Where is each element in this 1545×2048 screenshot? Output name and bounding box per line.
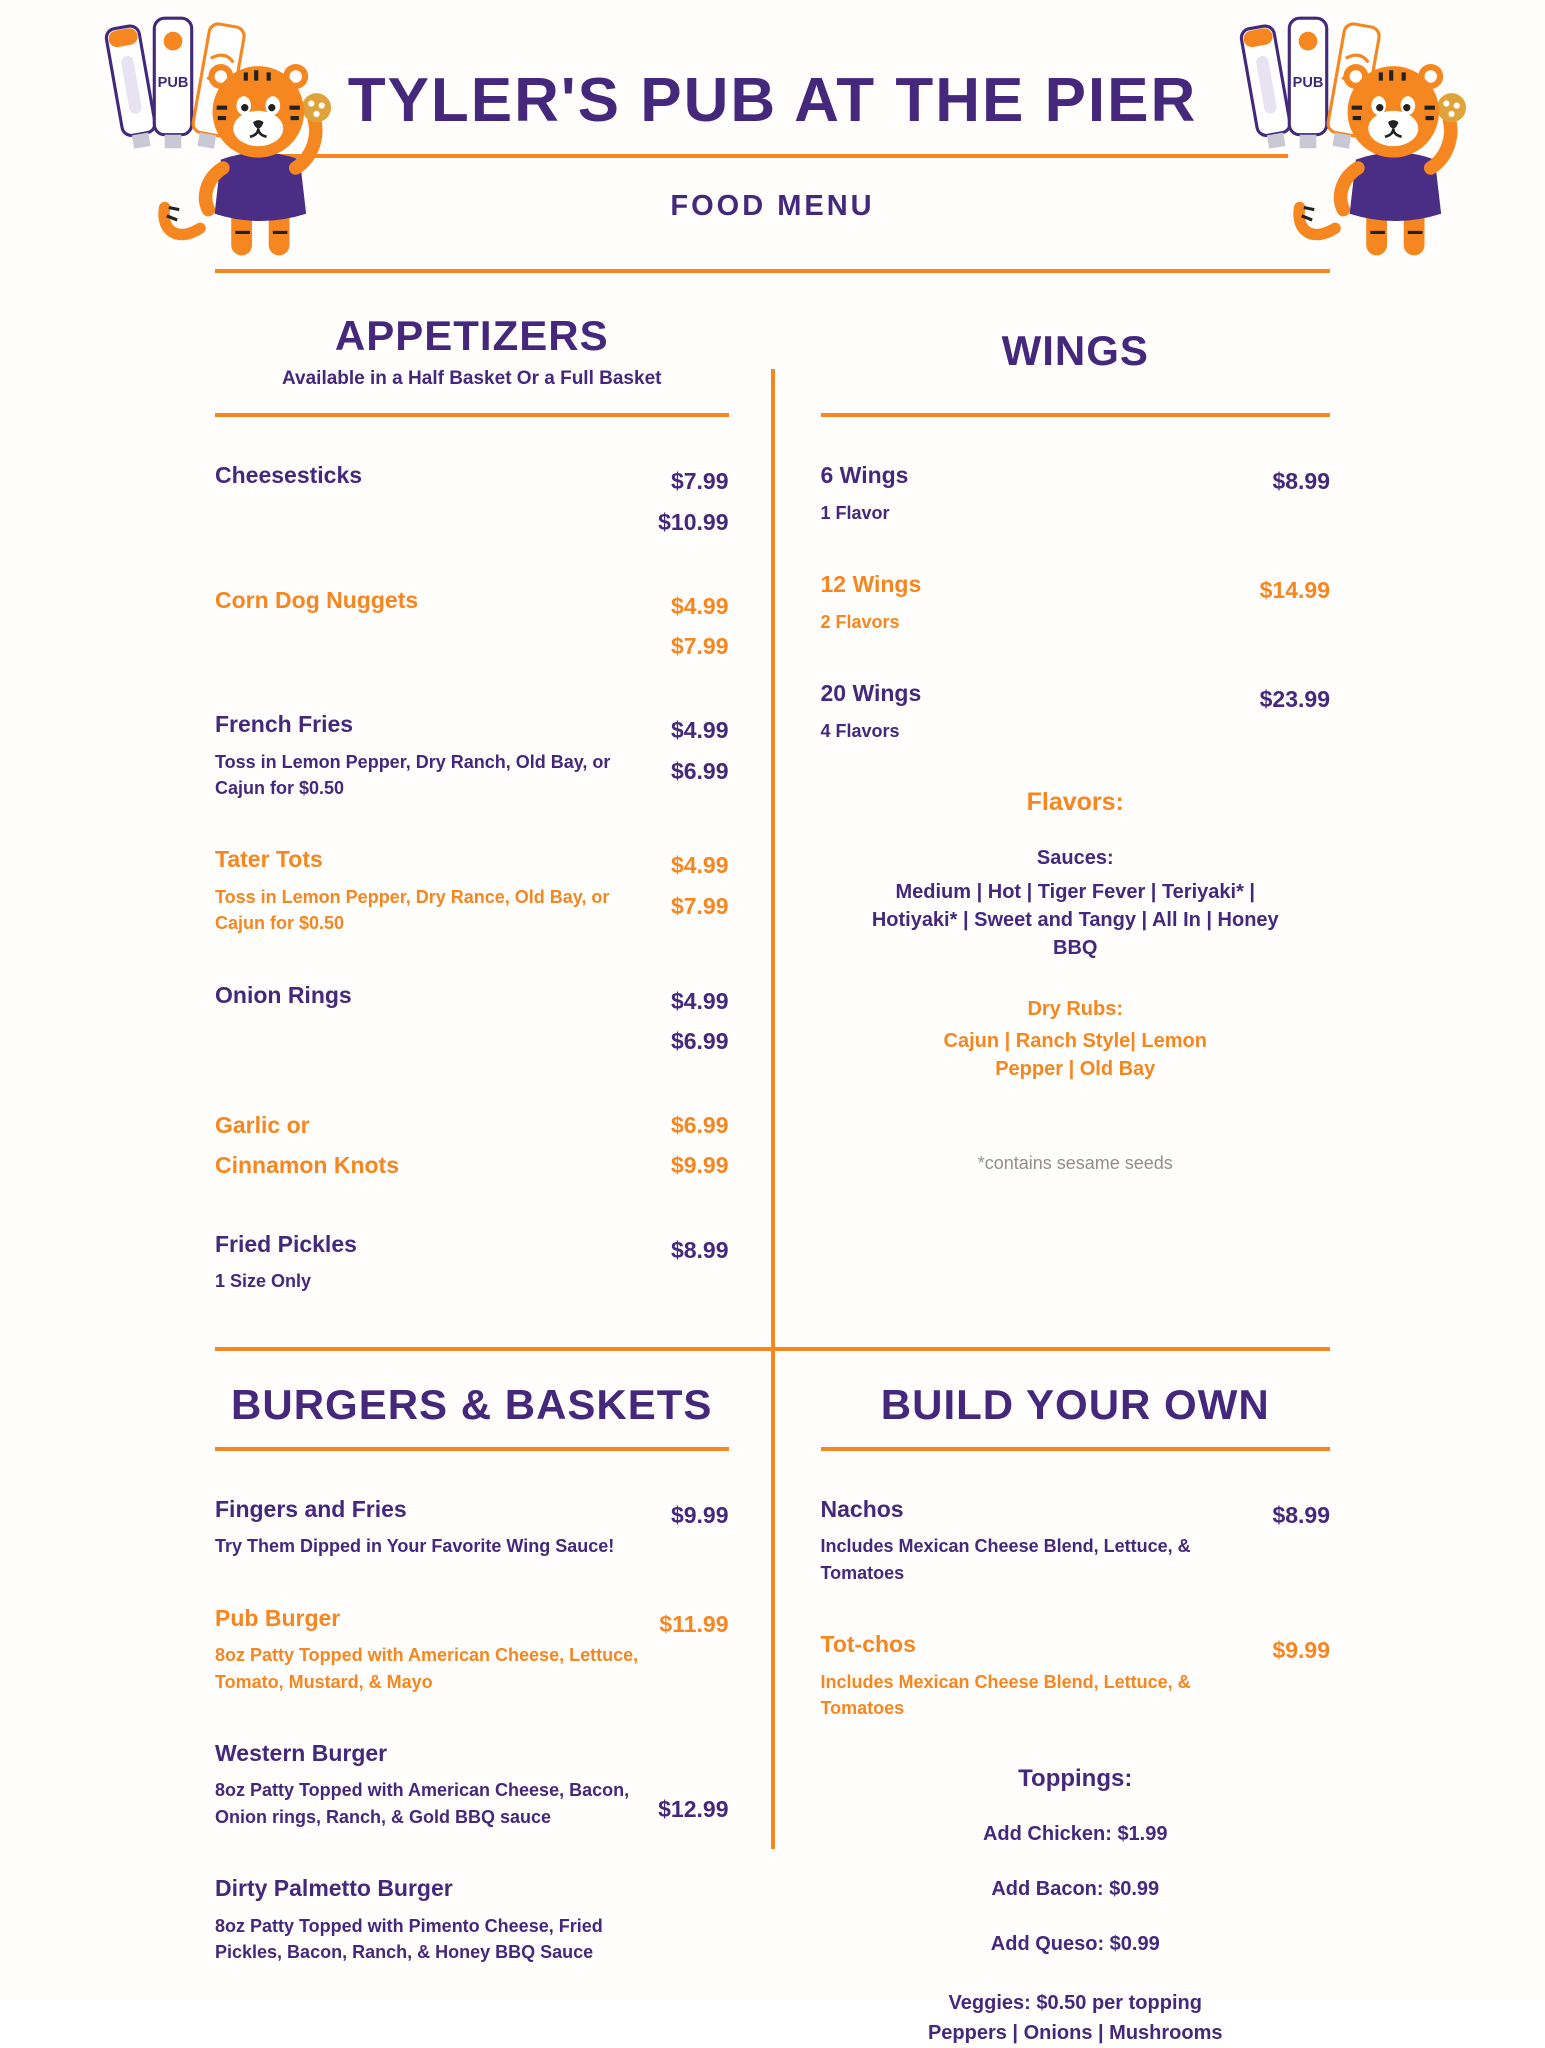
menu-item-garlic-cinnamon-knots <box>215 1105 729 1186</box>
menu-body <box>215 269 1330 2047</box>
item-price: $9.99 <box>670 1501 729 1528</box>
item-name: 20 Wings <box>820 680 922 707</box>
tiger-mascot-right <box>1235 12 1485 272</box>
item-prices <box>1272 461 1330 526</box>
menu-item-corn-dog-nuggets <box>215 586 729 667</box>
item-prices <box>671 1230 729 1295</box>
item-price-full: $7.99 <box>670 633 729 660</box>
toppings-heading: Toppings: <box>1018 1764 1133 1792</box>
item-desc: 4 Flavors <box>820 721 900 742</box>
tiger-mascot-left <box>100 12 350 272</box>
burgers-section <box>215 1351 773 2048</box>
item-prices <box>1260 570 1330 635</box>
item-price: $8.99 <box>1272 468 1330 495</box>
item-name: Nachos <box>820 1495 904 1522</box>
item-price-half: $6.99 <box>670 1112 729 1139</box>
vertical-divider <box>771 369 775 1849</box>
item-name: Fingers and Fries <box>215 1495 407 1522</box>
item-prices <box>671 586 729 667</box>
menu-header <box>0 0 1545 223</box>
item-name: Western Burger <box>215 1739 388 1766</box>
item-name: Corn Dog Nuggets <box>215 586 419 613</box>
topping-add-bacon: Add Bacon: $0.99 <box>991 1877 1160 1900</box>
section-title-burgers: BURGERS & BASKETS <box>231 1380 713 1428</box>
menu-item-6-wings <box>821 461 1331 526</box>
item-price: $23.99 <box>1259 686 1330 713</box>
dry-rubs-list: Cajun | Ranch Style| Lemon Pepper | Old Bay <box>943 1030 1207 1081</box>
topping-add-chicken: Add Chicken: $1.99 <box>982 1822 1168 1845</box>
menu-item-12-wings <box>821 570 1331 635</box>
veggies-options-line: Peppers | Onions | Mushrooms <box>927 2021 1223 2044</box>
item-price: $8.99 <box>1272 1501 1330 1528</box>
item-price-full: $9.99 <box>670 1152 729 1179</box>
item-price: $11.99 <box>659 1610 729 1637</box>
item-prices <box>671 1495 729 1560</box>
item-price-full: $6.99 <box>670 757 729 784</box>
item-desc: Toss in Lemon Pepper, Dry Rance, Old Bay, or Cajun for $0.50 <box>215 887 610 934</box>
menu-item-dirty-palmetto-burger <box>215 1874 729 1965</box>
food-menu-label: FOOD MENU <box>670 190 875 223</box>
item-price: $9.99 <box>1272 1636 1330 1663</box>
svg-text:PUB: PUB <box>1292 74 1324 91</box>
item-price: $14.99 <box>1259 577 1330 604</box>
item-desc: 8oz Patty Topped with American Cheese, Bacon, Onion rings, Ranch, & Gold BBQ sauce <box>215 1780 630 1827</box>
item-desc: 8oz Patty Topped with Pimento Cheese, Fried Pickles, Bacon, Ranch, & Honey BBQ Sauce <box>215 1915 603 1962</box>
item-price-half: $4.99 <box>670 987 729 1014</box>
item-name: Tater Tots <box>215 846 323 873</box>
wings-items <box>821 417 1331 1174</box>
item-name: French Fries <box>215 711 354 738</box>
tiger-mascot-icon <box>100 12 350 272</box>
item-price-full: $6.99 <box>670 1027 729 1054</box>
sauces-heading: Sauces: <box>1036 847 1114 870</box>
menu-item-fingers-and-fries <box>215 1495 729 1560</box>
section-title-build-your-own: BUILD YOUR OWN <box>880 1380 1270 1428</box>
menu-item-nachos <box>821 1495 1331 1586</box>
item-prices <box>658 461 728 542</box>
tiger-mascot-icon <box>1235 12 1485 272</box>
title-underline <box>258 154 1288 158</box>
veggies-note <box>821 1988 1331 2048</box>
menu-item-onion-rings <box>215 981 729 1062</box>
toppings-block <box>821 1765 1331 2048</box>
item-price-full: $7.99 <box>670 892 729 919</box>
item-prices <box>659 1604 728 1695</box>
item-name: Dirty Palmetto Burger <box>215 1874 453 1901</box>
appetizers-note: Available in a Half Basket Or a Full Basket <box>282 368 662 390</box>
item-price: $8.99 <box>670 1236 729 1263</box>
item-desc: 8oz Patty Topped with American Cheese, Lettuce, Tomato, Mustard, & Mayo <box>215 1645 639 1692</box>
item-desc: Try Them Dipped in Your Favorite Wing Sauce! <box>215 1536 615 1557</box>
menu-item-french-fries <box>215 710 729 801</box>
topping-add-queso: Add Queso: $0.99 <box>990 1932 1160 1955</box>
veggies-price-line: Veggies: $0.50 per topping <box>948 1991 1202 2014</box>
item-prices <box>1272 1495 1330 1586</box>
appetizers-header <box>215 303 729 399</box>
item-prices <box>658 1789 728 1829</box>
flavors-heading: Flavors: <box>1026 788 1124 817</box>
item-price-full: $10.99 <box>658 508 729 535</box>
page-title: TYLER'S PUB AT THE PIER <box>347 66 1198 135</box>
wing-flavors-block <box>821 788 1331 1174</box>
item-name: Garlic or Cinnamon Knots <box>215 1112 399 1179</box>
build-items <box>821 1451 1331 2048</box>
item-name: 6 Wings <box>820 462 909 489</box>
item-name: Cheesesticks <box>215 462 363 489</box>
build-your-own-section <box>773 1351 1331 2048</box>
item-price-half: $4.99 <box>670 717 729 744</box>
appetizers-section <box>215 273 773 1338</box>
section-title-appetizers: APPETIZERS <box>334 312 609 360</box>
burgers-header <box>215 1381 729 1429</box>
menu-item-tot-chos <box>821 1630 1331 1721</box>
item-price-half: $7.99 <box>670 468 729 495</box>
menu-item-20-wings <box>821 679 1331 744</box>
item-desc: 1 Size Only <box>215 1271 312 1292</box>
item-price-half: $4.99 <box>670 592 729 619</box>
sesame-footnote: *contains sesame seeds <box>977 1153 1173 1174</box>
item-prices <box>671 710 729 801</box>
section-title-wings: WINGS <box>1001 327 1149 375</box>
item-name: Onion Rings <box>215 981 352 1008</box>
burgers-items <box>215 1451 729 1965</box>
item-name: Pub Burger <box>215 1604 341 1631</box>
item-prices <box>1272 1630 1330 1721</box>
dry-rubs-heading: Dry Rubs: <box>1027 998 1124 1021</box>
item-desc: Includes Mexican Cheese Blend, Lettuce, & Tomatoes <box>820 1671 1191 1718</box>
item-desc: 1 Flavor <box>820 503 890 524</box>
item-name: Tot-chos <box>820 1630 916 1657</box>
item-desc: Toss in Lemon Pepper, Dry Ranch, Old Bay, or Cajun for $0.50 <box>215 752 611 799</box>
menu-item-tater-tots <box>215 845 729 936</box>
item-prices <box>671 981 729 1062</box>
item-prices <box>671 845 729 936</box>
menu-item-fried-pickles <box>215 1230 729 1295</box>
menu-item-pub-burger <box>215 1604 729 1695</box>
item-prices <box>1260 679 1330 744</box>
menu-item-cheesesticks <box>215 461 729 542</box>
menu-item-western-burger <box>215 1739 729 1830</box>
svg-text:PUB: PUB <box>157 74 189 91</box>
wings-section <box>773 273 1331 1338</box>
item-name: Fried Pickles <box>215 1230 357 1257</box>
wings-header <box>821 303 1331 399</box>
item-name: 12 Wings <box>820 571 922 598</box>
item-prices <box>671 1105 729 1186</box>
sauces-list: Medium | Hot | Tiger Fever | Teriyaki* | Hotiyaki* | Sweet and Tangy | All In | Honey BBQ <box>871 881 1279 960</box>
item-price-half: $4.99 <box>670 852 729 879</box>
build-header <box>821 1381 1331 1429</box>
item-price: $12.99 <box>658 1796 729 1823</box>
item-desc: 2 Flavors <box>820 612 900 633</box>
item-desc: Includes Mexican Cheese Blend, Lettuce, & Tomatoes <box>820 1536 1191 1583</box>
appetizers-items <box>215 417 729 1294</box>
